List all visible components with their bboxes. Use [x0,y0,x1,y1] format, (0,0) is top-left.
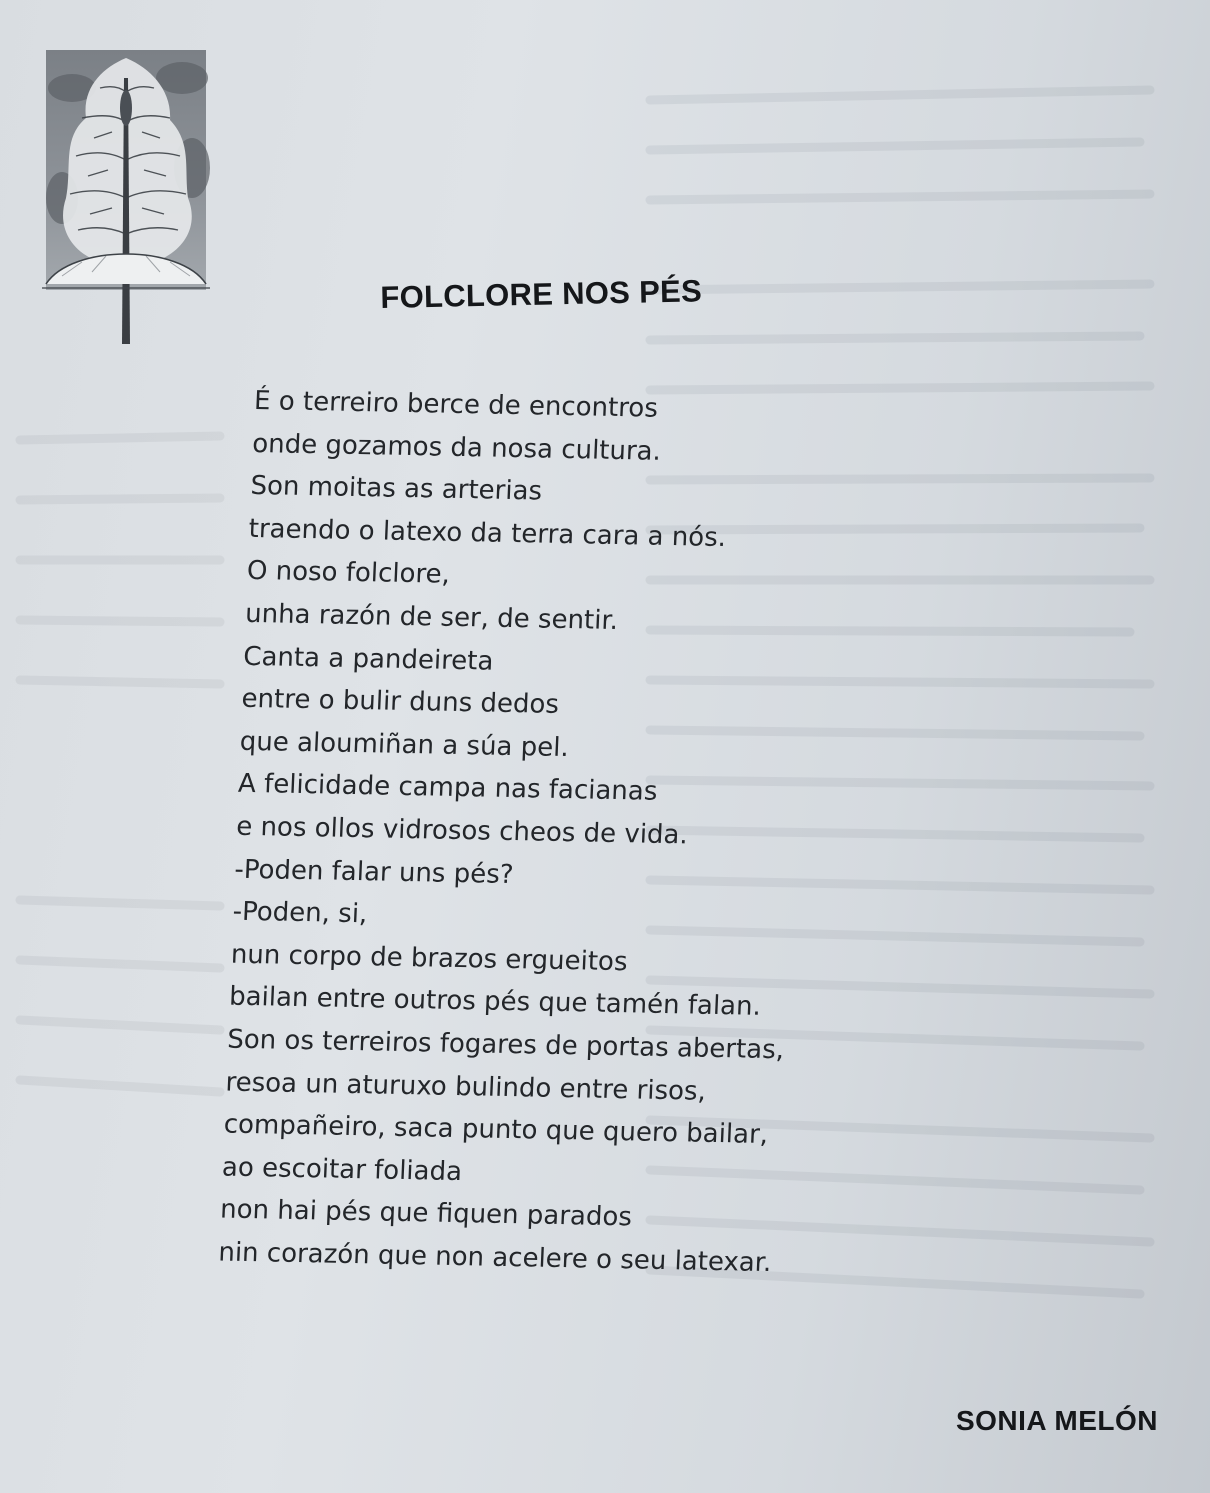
poem-author: SONIA MELÓN [955,1405,1158,1436]
poem-line: ao escoitar foliada [221,1152,463,1187]
poem-line: entre o bulir duns dedos [241,683,560,721]
poem-line: Son os terreiros fogares de portas abertas, [226,1024,785,1066]
poem-title: FOLCLORE NOS PÉS [380,273,703,315]
poem-line: -Poden, si, [232,896,368,930]
poem-line: Son moitas as arterias [249,471,543,507]
poem-line: compañeiro, saca punto que quero bailar, [223,1109,769,1151]
poem-line: A felicidade campa nas facianas [237,769,658,808]
poem-body [218,380,895,1286]
poem-line: nun corpo de brazos ergueitos [230,939,629,977]
poem-line: non hai pés que fiquen parados [219,1194,633,1233]
poem-line: É o terreiro berce de encontros [253,385,659,424]
poem-line: traendo o latexo da terra cara a nós. [248,513,727,553]
poem-line: O noso folclore, [246,556,451,591]
pine-tree-illustration-icon [42,48,210,348]
poem-line: nin corazón que non acelere o seu latexar. [217,1237,772,1278]
poem-line: -Poden falar uns pés? [233,854,515,890]
show-through-texture-left [10,380,230,1280]
poem-line: resoa un aturuxo bulindo entre risos, [224,1067,707,1107]
poem-line: onde gozamos da nosa cultura. [251,428,662,467]
poem-line: Canta a pandeireta [242,641,495,677]
poem-line: bailan entre outros pés que tamén falan. [228,981,762,1023]
poem-line: que aloumiñan a súa pel. [239,726,570,763]
poem-line: e nos ollos vidrosos cheos de vida. [235,811,689,851]
poem-line: unha razón de ser, de sentir. [244,598,619,636]
